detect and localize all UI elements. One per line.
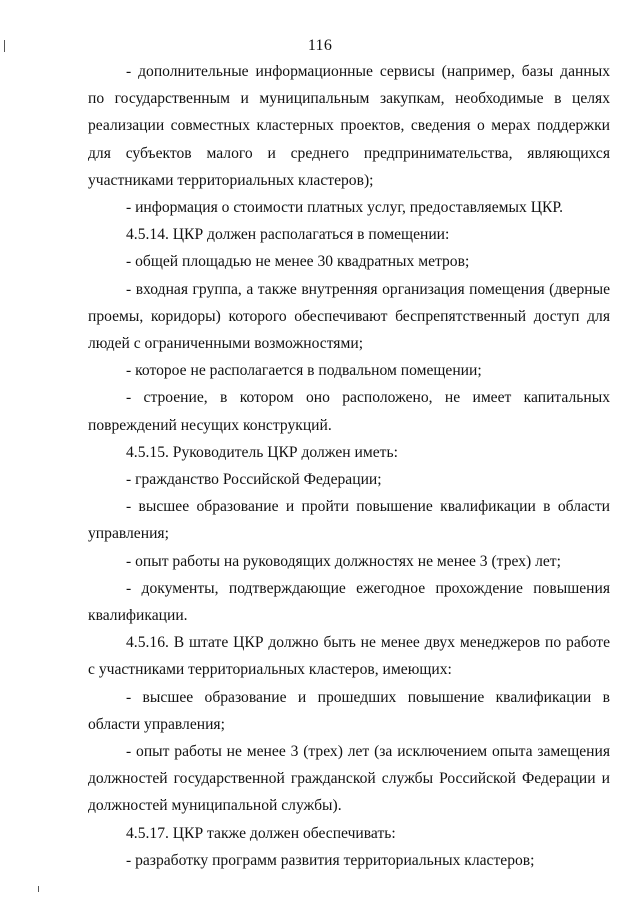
paragraph-building-condition: - строение, в котором оно расположено, не имеет капитальных повреждений несущих конструкций. bbox=[88, 389, 610, 434]
paragraph-4-5-16: 4.5.16. В штате ЦКР должно быть не менее двух менеджеров по работе с участниками территориальных кластеров, имеющих: bbox=[88, 634, 610, 679]
paragraph-entrance-group: - входная группа, а также внутренняя организация помещения (дверные проемы, коридоры) которого обеспечивают беспрепятственный доступ для людей с ограниченными возможностями; bbox=[88, 280, 610, 353]
paragraph-4-5-15: 4.5.15. Руководитель ЦКР должен иметь: bbox=[126, 443, 398, 461]
paragraph-area: - общей площадью не менее 30 квадратных метров; bbox=[126, 253, 470, 271]
paragraph-citizenship: - гражданство Российской Федерации; bbox=[126, 471, 382, 489]
paragraph-4-5-17: 4.5.17. ЦКР также должен обеспечивать: bbox=[126, 824, 396, 842]
paragraph-management-experience: - опыт работы на руководящих должностях не менее 3 (трех) лет; bbox=[126, 552, 561, 570]
paragraph-managers-education: - высшее образование и прошедших повышение квалификации в области управления; bbox=[88, 688, 610, 733]
paragraph-qualification-documents: - документы, подтверждающие ежегодное прохождение повышения квалификации. bbox=[88, 579, 610, 625]
paragraph-not-basement: - которое не располагается в подвальном помещении; bbox=[126, 362, 482, 380]
paragraph-managers-experience: - опыт работы не менее 3 (трех) лет (за исключением опыта замещения должностей государственной гражданской службы Российской Федерации и должностей муниципальной службы). bbox=[88, 743, 610, 815]
paragraph-higher-education: - высшее образование и пройти повышение квалификации в области управления; bbox=[88, 498, 610, 543]
paragraph-cluster-programs: - разработку программ развития территориальных кластеров; bbox=[126, 851, 535, 869]
paragraph-info-services: - дополнительные информационные сервисы (например, базы данных по государственным и муниципальным закупкам, необходимые в целях реализации совместных кластерных проектов, сведения о мерах поддержки для субъектов малого и среднего предпринимательства, являющихся участниками территориальных кластеров); bbox=[88, 63, 610, 189]
scan-artifact-bottom-left bbox=[38, 886, 39, 892]
paragraph-paid-services-info: - информация о стоимости платных услуг, предоставляемых ЦКР. bbox=[126, 199, 563, 217]
document-body bbox=[88, 58, 610, 874]
paragraph-4-5-14: 4.5.14. ЦКР должен располагаться в помещении: bbox=[126, 226, 450, 244]
page-number: 116 bbox=[307, 37, 333, 54]
